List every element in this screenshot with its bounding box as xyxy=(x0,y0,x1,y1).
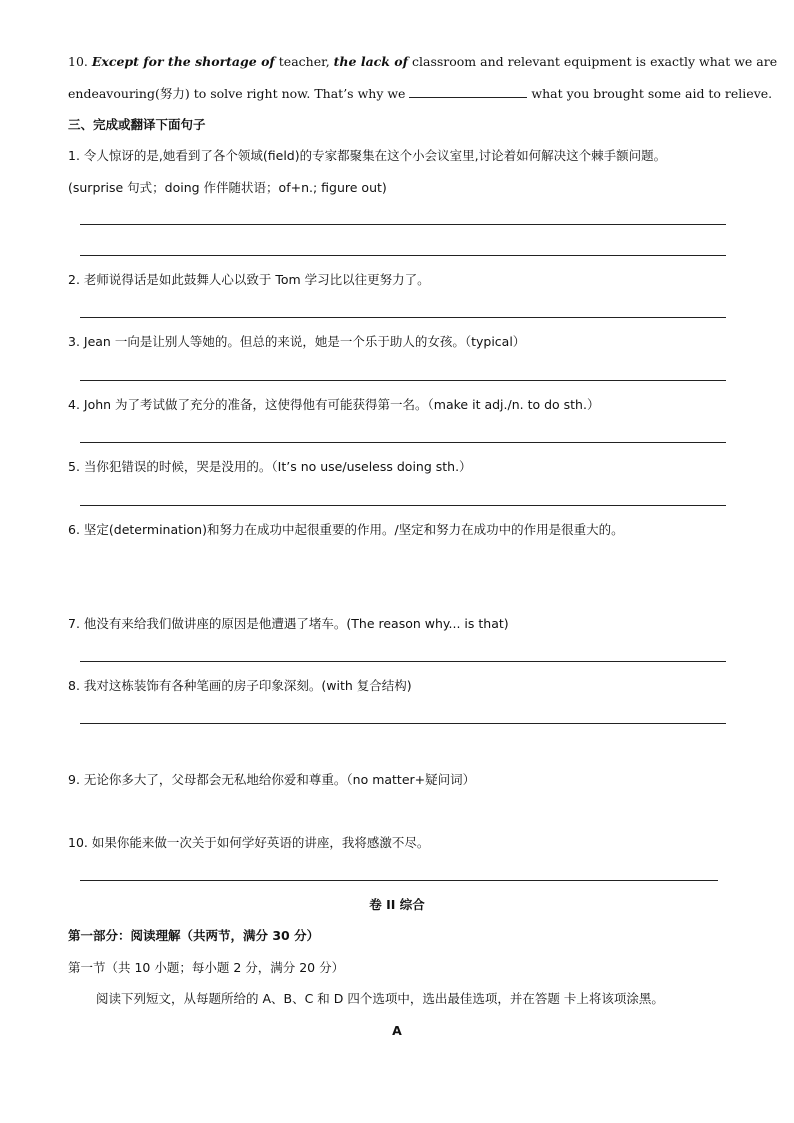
part-1-title: 第一部分：阅读理解（共两节，满分 30 分） xyxy=(68,928,320,943)
prev-q10-text-3: endeavouring(努力) to solve right now. That’s why we xyxy=(68,86,410,101)
item-1-hint: (surprise 句式；doing 作伴随状语；of+n.; figure out) xyxy=(68,180,387,195)
item-5-answer-line[interactable] xyxy=(80,505,726,506)
section-1-info: 第一节（共 10 小题；每小题 2 分，满分 20 分） xyxy=(68,960,345,975)
prev-q10-text-2: classroom and relevant equipment is exactly what we are xyxy=(408,54,778,69)
item-10-answer-line[interactable] xyxy=(80,880,718,881)
item-5-prompt: 5. 当你犯错误的时候，哭是没用的。（It’s no use/useless doing sth.） xyxy=(68,459,472,474)
item-2-prompt: 2. 老师说得话是如此鼓舞人心以致于 Tom 学习比以往更努力了。 xyxy=(68,272,430,287)
item-7-answer-line[interactable] xyxy=(80,661,726,662)
item-8-prompt: 8. 我对这栋装饰有各种笔画的房子印象深刻。(with 复合结构) xyxy=(68,678,412,693)
prev-q10-emphasis-1: Except for the shortage of xyxy=(91,54,275,69)
prev-q10-text-4: what you brought some aid to relieve. xyxy=(527,86,773,101)
item-7-prompt: 7. 他没有来给我们做讲座的原因是他遭遇了堵车。(The reason why... is that) xyxy=(68,616,509,631)
item-8-answer-line[interactable] xyxy=(80,723,726,724)
item-10-prompt: 10. 如果你能来做一次关于如何学好英语的讲座，我将感激不尽。 xyxy=(68,835,430,850)
item-2-answer-line[interactable] xyxy=(80,317,726,318)
prev-q10-text-1: teacher, xyxy=(274,54,334,69)
item-9-prompt: 9. 无论你多大了，父母都会无私地给你爱和尊重。（no matter+疑问词） xyxy=(68,772,476,787)
prev-q10-line2 xyxy=(68,85,772,102)
item-4-prompt: 4. John 为了考试做了充分的准备，这使得他有可能获得第一名。（make it adj./n. to do sth.） xyxy=(68,397,600,412)
prev-q10-line1 xyxy=(68,54,777,70)
item-1-answer-line-1[interactable] xyxy=(80,224,726,225)
item-3-prompt: 3. Jean 一向是让别人等她的。但总的来说，她是一个乐于助人的女孩。（typical） xyxy=(68,334,526,349)
passage-label: A xyxy=(392,1023,402,1038)
prev-q10-number: 10. xyxy=(68,54,88,69)
item-4-answer-line[interactable] xyxy=(80,442,726,443)
item-3-answer-line[interactable] xyxy=(80,380,726,381)
item-6-prompt: 6. 坚定(determination)和努力在成功中起很重要的作用。/坚定和努力在成功中的作用是很重大的。 xyxy=(68,522,624,537)
prev-q10-emphasis-2: the lack of xyxy=(333,54,409,69)
paper-2-title: 卷 II 综合 xyxy=(369,897,425,912)
item-1-answer-line-2[interactable] xyxy=(80,255,726,256)
section-3-title: 三、完成或翻译下面句子 xyxy=(68,117,206,132)
item-1-prompt: 1. 令人惊讶的是,她看到了各个领域(field)的专家都聚集在这个小会议室里,讨论着如何解决这个棘手额问题。 xyxy=(68,148,667,163)
reading-instruction: 阅读下列短文，从每题所给的 A、B、C 和 D 四个选项中，选出最佳选项，并在答题 卡上将该项涂黑。 xyxy=(96,991,664,1006)
prev-q10-answer-blank[interactable] xyxy=(409,85,527,98)
